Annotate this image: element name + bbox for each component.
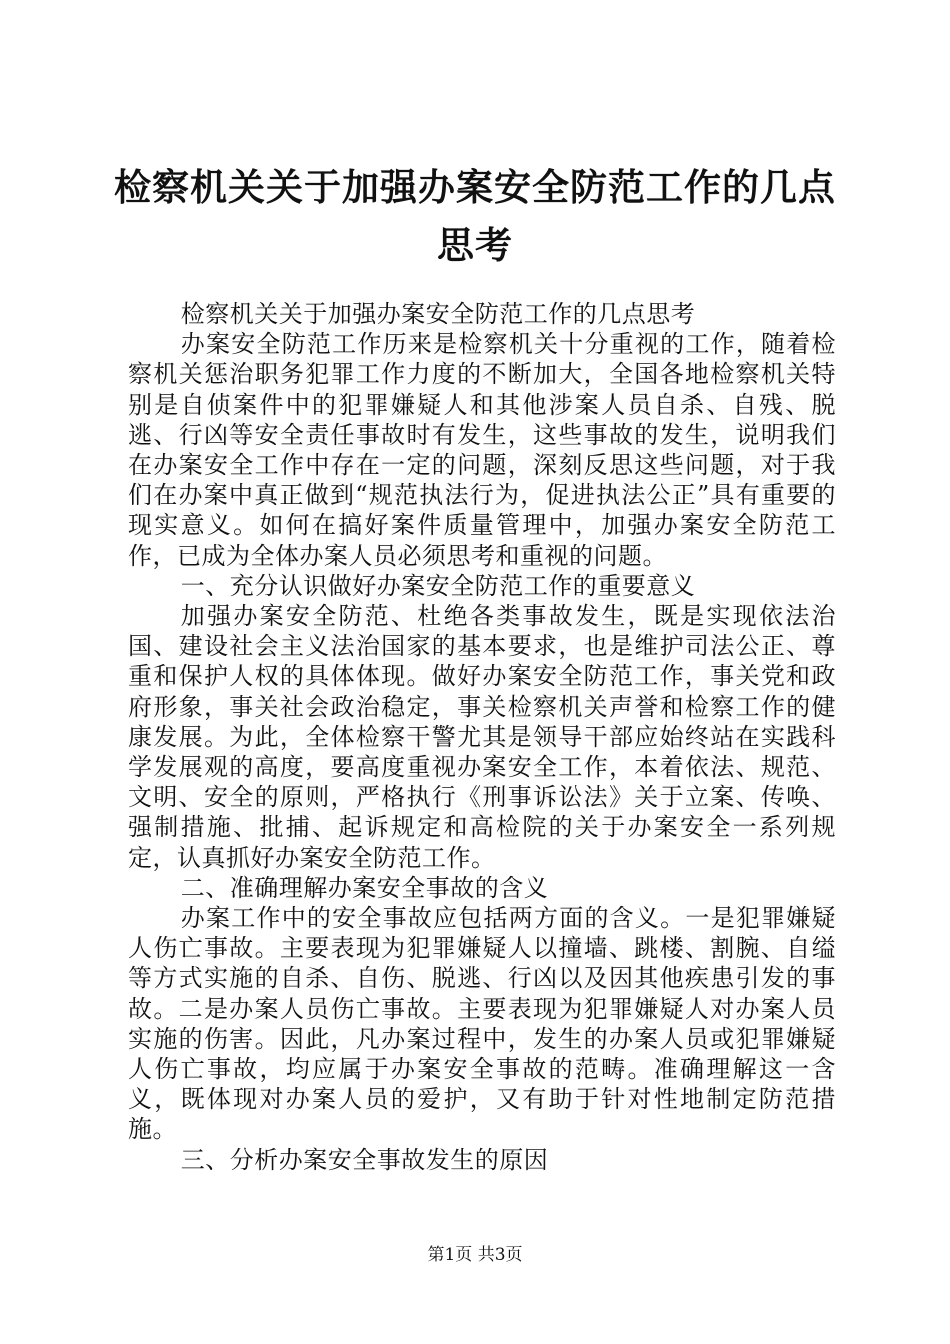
page-title: 检察机关关于加强办案安全防范工作的几点思考 — [114, 165, 836, 267]
document-body — [128, 299, 836, 1175]
section-heading-1: 一、充分认识做好办案安全防范工作的重要意义 — [180, 571, 696, 600]
page-footer — [0, 1240, 950, 1265]
document-subtitle: 检察机关关于加强办案安全防范工作的几点思考 — [180, 300, 696, 328]
section-heading-3: 三、分析办案安全事故发生的原因 — [180, 1145, 549, 1174]
paragraph-intro: 办案安全防范工作历来是检察机关十分重视的工作，随着检察机关惩治职务犯罪工作力度的不断加大，全国各地检察机关特别是自侦案件中的犯罪嫌疑人和其他涉案人员自杀、自残、脱逃、行凶等安全责任事故时有发生，这些事故的发生，说明我们在办案安全工作中存在一定的问题，深刻反思这些问题，对于我们在办案中真正做到“规范执法行为，促进执法公正”具有重要的现实意义。如何在搞好案件质量管理中，加强办案安全防范工作，已成为全体办案人员必须思考和重视的问题。 — [128, 330, 836, 570]
paragraph-section-1: 加强办案安全防范、杜绝各类事故发生，既是实现依法治国、建设社会主义法治国家的基本要求，也是维护司法公正、尊重和保护人权的具体体现。做好办案安全防范工作，事关党和政府形象，事关社会政治稳定，事关检察机关声誉和检察工作的健康发展。为此，全体检察干警尤其是领导干部应始终站在实践科学发展观的高度，要高度重视办案安全工作，本着依法、规范、文明、安全的原则，严格执行《刑事诉讼法》关于立案、传唤、强制措施、批捕、起诉规定和高检院的关于办案安全一系列规定，认真抓好办案安全防范工作。 — [128, 602, 836, 872]
section-heading-2: 二、准确理解办案安全事故的含义 — [180, 873, 549, 902]
paragraph-section-2: 办案工作中的安全事故应包括两方面的含义。一是犯罪嫌疑人伤亡事故。主要表现为犯罪嫌疑人以撞墙、跳楼、割腕、自缢等方式实施的自杀、自伤、脱逃、行凶以及因其他疾患引发的事故。二是办案人员伤亡事故。主要表现为犯罪嫌疑人对办案人员实施的伤害。因此，凡办案过程中，发生的办案人员或犯罪嫌疑人伤亡事故，均应属于办案安全事故的范畴。准确理解这一含义，既体现对办案人员的爱护，又有助于针对性地制定防范措施。 — [128, 904, 836, 1144]
page-number: 第1页 共3页 — [427, 1245, 523, 1265]
